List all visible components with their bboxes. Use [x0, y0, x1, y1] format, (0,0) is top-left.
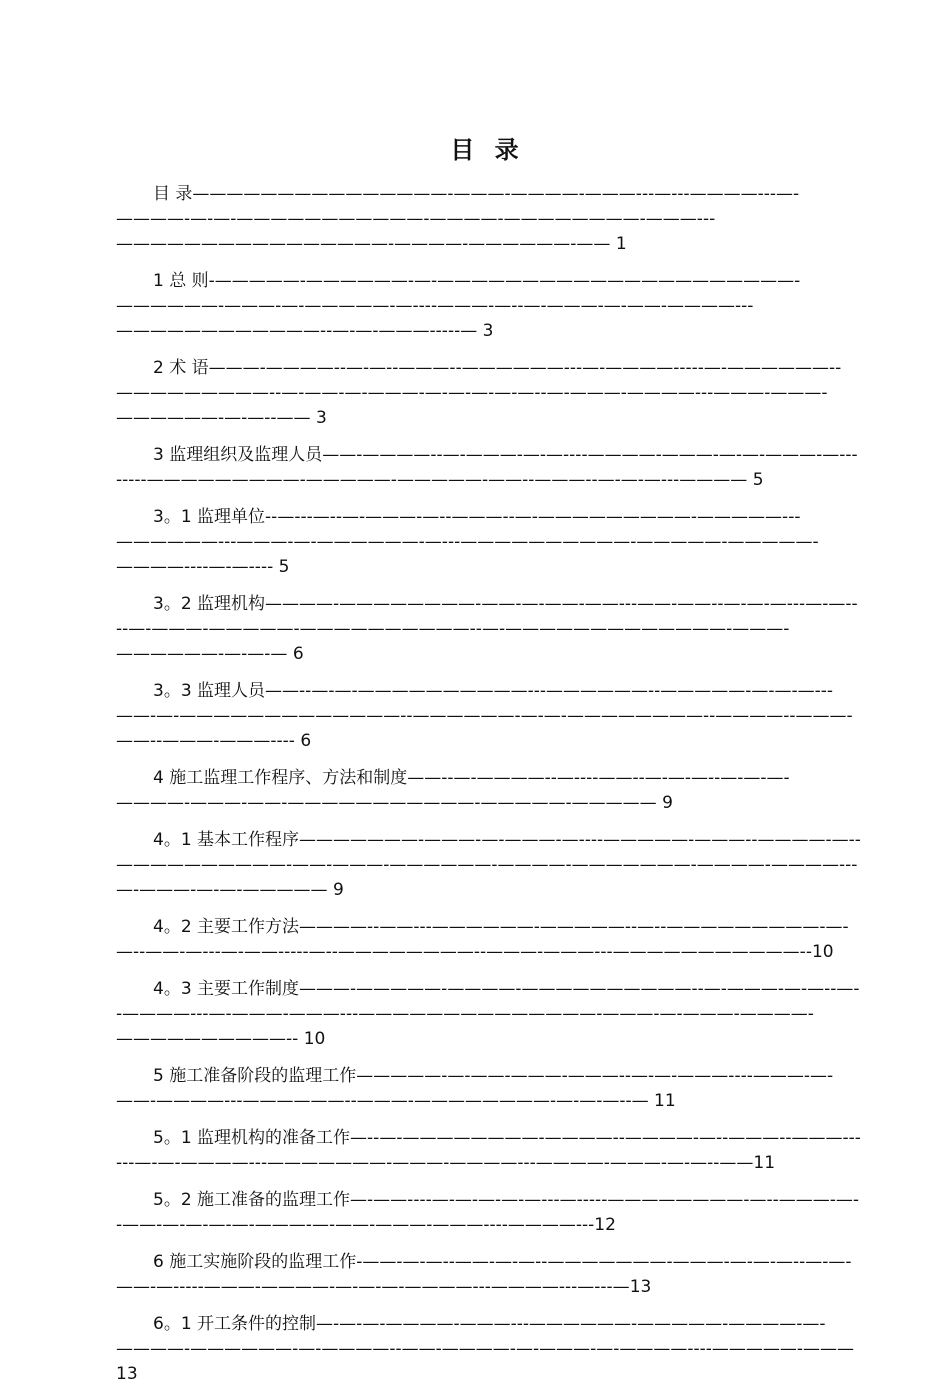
- toc-entry-label: 2 术 语: [153, 358, 209, 378]
- toc-entry-page: 5: [278, 557, 290, 577]
- toc-entry-leader: ————-————————-——-—-——-——---——-——--—-—-—---—-—----—-———-—————-——————————--—-—————————————-———-——————-—-—-—: [116, 594, 858, 664]
- toc-entry-page: 12: [594, 1215, 616, 1235]
- toc-entry-leader: ———————-———-—-———-—----—————-———--————-—--——————————-——-———-——————-————-———————-————-————---—-———-—-—-—————: [116, 830, 861, 900]
- toc-entry-leader: —--—-————————-————--————-—--———--———------—-—-————---———————-———-————---————-———-—-—--——: [116, 1128, 861, 1173]
- toc-entry-page: 3: [315, 408, 327, 428]
- toc-entry[interactable]: [116, 269, 861, 344]
- toc-entry-page: 6: [300, 731, 312, 751]
- toc-entry-page: 6: [292, 644, 304, 664]
- toc-entry-leader: ———-————--—-—--———--——————---—-————-----—-——————--—————————--—-——-—-———-—-—-—-—-—--—-———-————---———-———-——————-—-—--——: [116, 358, 842, 428]
- toc-entry-label: 3 监理组织及监理人员: [153, 445, 323, 465]
- table-of-contents: [116, 182, 861, 1399]
- toc-entry-leader: --—---—--—-———-—--———--—-—————————-—————---——————---———-—-——————-—---——————————-—————-—————-————----—-—----: [116, 507, 819, 577]
- toc-entry[interactable]: [116, 1312, 861, 1387]
- toc-entry-leader: ———-—————-————-——————————--—-———-—-—--—--————---—-———-———---——————————————-———-—-———-————-——————————--: [116, 979, 860, 1049]
- toc-entry-page: 13: [116, 1364, 138, 1384]
- toc-entry-leader: —————-—-——-———-———--—-—-———----———-—-——-————---——————--———-————————-—-—-—--—: [116, 1066, 834, 1111]
- toc-entry-label: 目 录: [153, 184, 193, 204]
- toc-entry[interactable]: [116, 592, 861, 667]
- toc-entry-page: 10: [811, 942, 834, 962]
- toc-entry[interactable]: [116, 1188, 861, 1238]
- toc-entry-label: 3。1 监理单位: [153, 507, 266, 527]
- toc-entry-leader: ——--—-————--—----——--—-—-—--—-—-—-————-———-——-———————————-—————-—————: [116, 768, 790, 813]
- toc-entry[interactable]: [116, 505, 861, 580]
- toc-entry-page: 1: [615, 234, 627, 254]
- toc-entry-label: 6。1 开工条件的控制: [153, 1314, 317, 1334]
- toc-entry[interactable]: [116, 977, 861, 1052]
- toc-entry-leader: ——--—-—-——————————---——————--—————-—-—-—---——-—-—————————————--——————-—-—-————————--————--———-——--———-———----: [116, 681, 853, 751]
- toc-entry[interactable]: [116, 679, 861, 754]
- toc-entry[interactable]: [116, 443, 861, 493]
- toc-entry-page: 9: [662, 793, 673, 813]
- toc-entry-label: 6 施工实施阶段的监理工作: [153, 1252, 357, 1272]
- toc-entry-label: 3。3 监理人员: [153, 681, 266, 701]
- toc-entry[interactable]: [116, 915, 861, 965]
- toc-entry-label: 4 施工监理工作程序、方法和制度: [153, 768, 408, 788]
- toc-entry-leader: —-——----—-—-—-—-—---—-----————————-—--———-—--——-—-—-—-—-———-—-——-———-———----————---: [116, 1190, 860, 1235]
- toc-entry-label: 1 总 则: [153, 271, 209, 291]
- toc-entry-page: 9: [332, 880, 344, 900]
- toc-entry-leader: ———————————————-———-————-———---—---————---—-————-—-—-———————————-————-————————-———---————————————————-————-——————-——: [116, 184, 800, 254]
- toc-entry-page: 11: [753, 1153, 776, 1173]
- toc-entry-label: 4。3 主要工作制度: [153, 979, 300, 999]
- toc-entry[interactable]: [116, 828, 861, 903]
- toc-entry[interactable]: [116, 766, 861, 816]
- toc-entry[interactable]: [116, 1250, 861, 1300]
- toc-entry-label: 4。2 主要工作方法: [153, 917, 300, 937]
- toc-entry[interactable]: [116, 356, 861, 431]
- toc-entry-leader: ——-————--—-———-—-—----————-———-—-—-———-—--------—————————-—————-—————-——--———--—-—-—---————: [116, 445, 858, 490]
- toc-entry-leader: -—————-——————-—-—————————————————————-——————-———-—-—————-—----———-—--—-———-—-——-————---————————————--—-—-———-----—: [116, 271, 801, 341]
- toc-entry-leader: -——-—-—--——-—-—--———————-———-—-—-—--—-—-——-—-----———-————-—-—-—-————---————---—---—: [116, 1252, 852, 1297]
- toc-entry-page: 3: [482, 321, 494, 341]
- toc-entry-label: 5。2 施工准备的监理工作: [153, 1190, 351, 1210]
- toc-entry-page: 10: [303, 1029, 326, 1049]
- toc-entry-page: 11: [654, 1091, 676, 1111]
- toc-entry[interactable]: [116, 1064, 861, 1114]
- toc-entry-label: 3。2 监理机构: [153, 594, 266, 614]
- toc-entry-page: 13: [629, 1277, 652, 1297]
- toc-entry-leader: —-—-—-————-———---——————-—————-————-—-————-——————-—-————--——-————-—-———-—-————----—————-———: [116, 1314, 855, 1359]
- toc-entry-label: 4。1 基本工作程序: [153, 830, 300, 850]
- toc-entry[interactable]: [116, 1126, 861, 1176]
- toc-entry-label: 5 施工准备阶段的监理工作: [153, 1066, 357, 1086]
- toc-entry-page: 5: [752, 470, 764, 490]
- toc-entry[interactable]: [116, 182, 861, 257]
- toc-entry-leader: ————--——---——————-—————--—--—————————-—-—--——-—---—-——-----—--————————--———-———---———————————--: [116, 917, 849, 962]
- toc-entry-label: 5。1 监理机构的准备工作: [153, 1128, 351, 1148]
- toc-title: 目 录: [450, 136, 525, 164]
